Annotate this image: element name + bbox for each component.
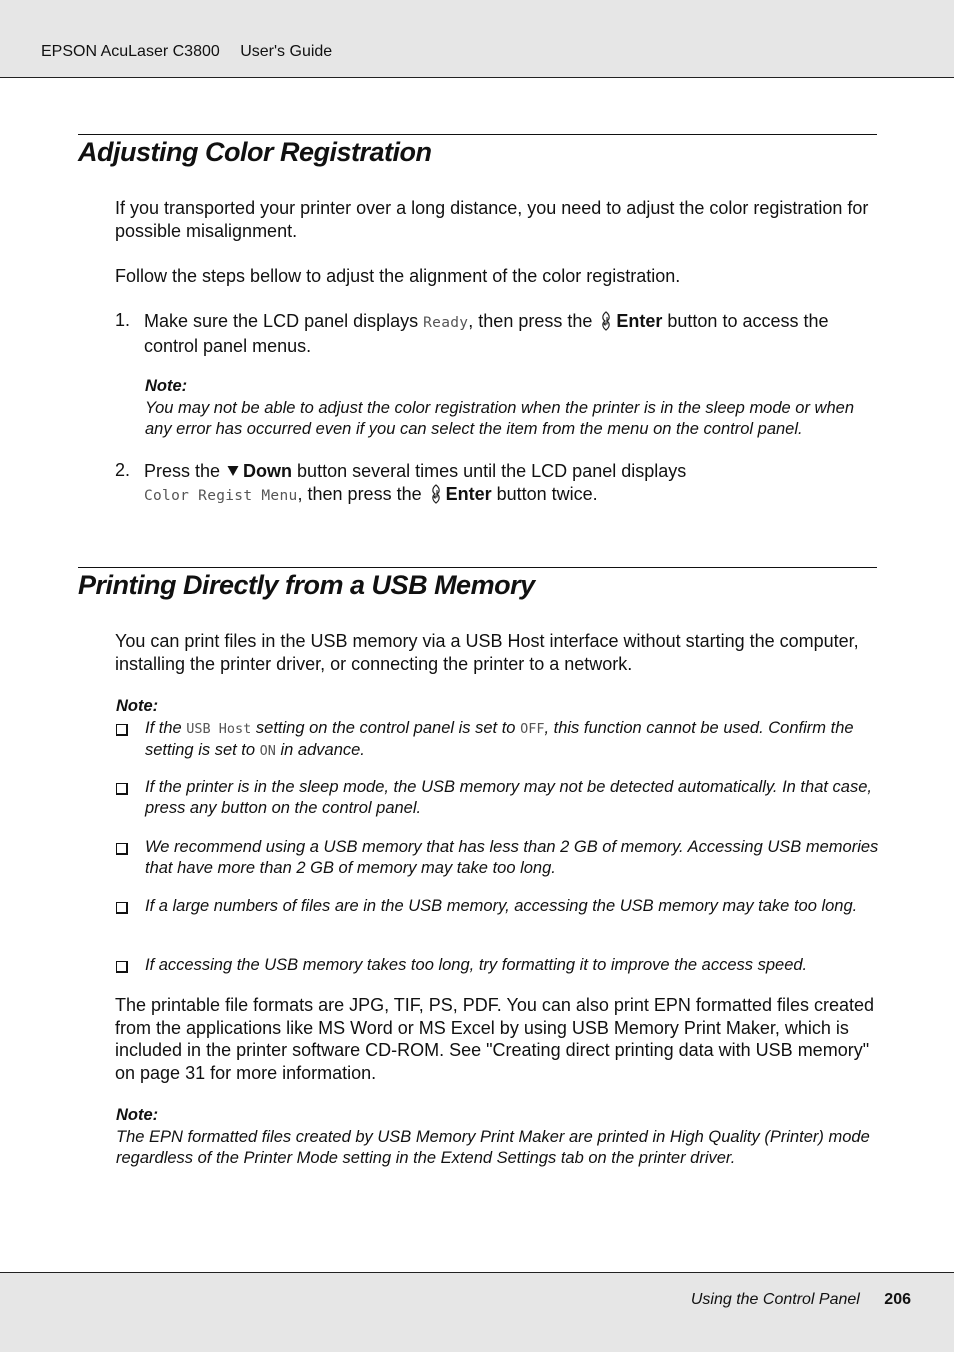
step-2-part-d: button twice. — [491, 483, 598, 504]
follow-paragraph: Follow the steps bellow to adjust the alignment of the color registration. — [115, 266, 681, 286]
footer-text — [691, 1291, 911, 1309]
intro-paragraph: If you transported your printer over a long distance, you need to adjust the color registration for possible misalignment. — [115, 198, 869, 241]
note-bullet-4: If a large numbers of files are in the USB memory, accessing the USB memory may take too long. — [145, 897, 858, 915]
formats-paragraph: The printable file formats are JPG, TIF, PS, PDF. You can also print EPN formatted files created from the applications like MS Word or MS Excel by using USB Memory Print Maker, which is included in the printer software CD-ROM. See "Creating direct printing data with USB memory" on page 31 for more information. — [115, 995, 875, 1083]
bullet-marker — [116, 843, 128, 855]
page-footer — [0, 1272, 954, 1352]
enter-label: Enter — [616, 311, 663, 331]
enter-button-icon — [430, 484, 442, 504]
bullet-1-part-d: in advance. — [275, 741, 365, 759]
page-number: 206 — [884, 1291, 911, 1308]
note-label: Note: — [116, 697, 159, 715]
lcd-text-ready: Ready — [423, 315, 469, 331]
enter-button-icon — [600, 311, 612, 331]
step-1-part-b: , then press the — [468, 311, 598, 331]
note-bullet-1 — [145, 718, 885, 762]
section-heading-usb-memory: Printing Directly from a USB Memory — [78, 567, 877, 601]
bullet-marker — [116, 902, 128, 914]
footer-section-name: Using the Control Panel — [690, 1291, 860, 1308]
lcd-text-color-regist-menu: Color Regist Menu — [144, 487, 298, 504]
step-number: 1. — [115, 310, 131, 330]
usb-intro-paragraph: You can print files in the USB memory via a USB Host interface without starting the computer, installing the printer driver, or connecting the printer to a network. — [115, 631, 859, 674]
note-text: You may not be able to adjust the color registration when the printer is in the sleep mode or when any error has occurred even if you can select the item from the menu on the control panel. — [145, 399, 855, 438]
step-2-part-b: button several times until the LCD panel displays — [292, 461, 687, 481]
note-bullet-3: We recommend using a USB memory that has less than 2 GB of memory. Accessing USB memories that have more than 2 GB of memory may take too long. — [145, 838, 879, 877]
step-2-text — [144, 460, 879, 507]
step-2-part-c: , then press the — [297, 483, 427, 504]
note-label: Note: — [116, 1106, 159, 1124]
lcd-text-off: OFF — [520, 721, 545, 737]
step-number: 2. — [115, 460, 131, 480]
section-heading-color-registration: Adjusting Color Registration — [78, 134, 877, 168]
header-text — [41, 43, 332, 61]
bullet-marker — [116, 724, 128, 736]
guide-name: User's Guide — [240, 43, 333, 60]
lcd-text-on: ON — [259, 743, 276, 759]
note-bullet-2: If the printer is in the sleep mode, the USB memory may not be detected automatically. In that case, press any button on the control panel. — [145, 778, 872, 817]
enter-label: Enter — [445, 483, 492, 504]
step-1-text — [144, 310, 879, 357]
bullet-1-part-c: , this function cannot be used. Confirm the setting is set to — [145, 719, 854, 759]
step-1-part-a: Make sure the LCD panel displays — [144, 311, 424, 331]
bullet-marker — [116, 961, 128, 973]
lcd-text-usb-host: USB Host — [186, 721, 252, 737]
note-text: The EPN formatted files created by USB Memory Print Maker are printed in High Quality (Printer) mode regardless of the Printer Mode setting in the Extend Settings tab on the printer driver. — [116, 1128, 870, 1167]
bullet-marker — [116, 783, 128, 795]
page-header — [0, 0, 954, 78]
bullet-1-part-a: If the — [145, 719, 187, 737]
step-2-part-a: Press the — [144, 461, 226, 481]
step-1-part-c: button to access the control panel menus. — [144, 311, 829, 356]
down-label: Down — [243, 461, 293, 481]
product-name: EPSON AcuLaser C3800 — [41, 43, 220, 60]
note-label: Note: — [145, 377, 188, 395]
bullet-1-part-b: setting on the control panel is set to — [251, 719, 521, 737]
down-arrow-icon — [227, 465, 239, 477]
note-bullet-5: If accessing the USB memory takes too long, try formatting it to improve the access speed. — [145, 956, 808, 974]
